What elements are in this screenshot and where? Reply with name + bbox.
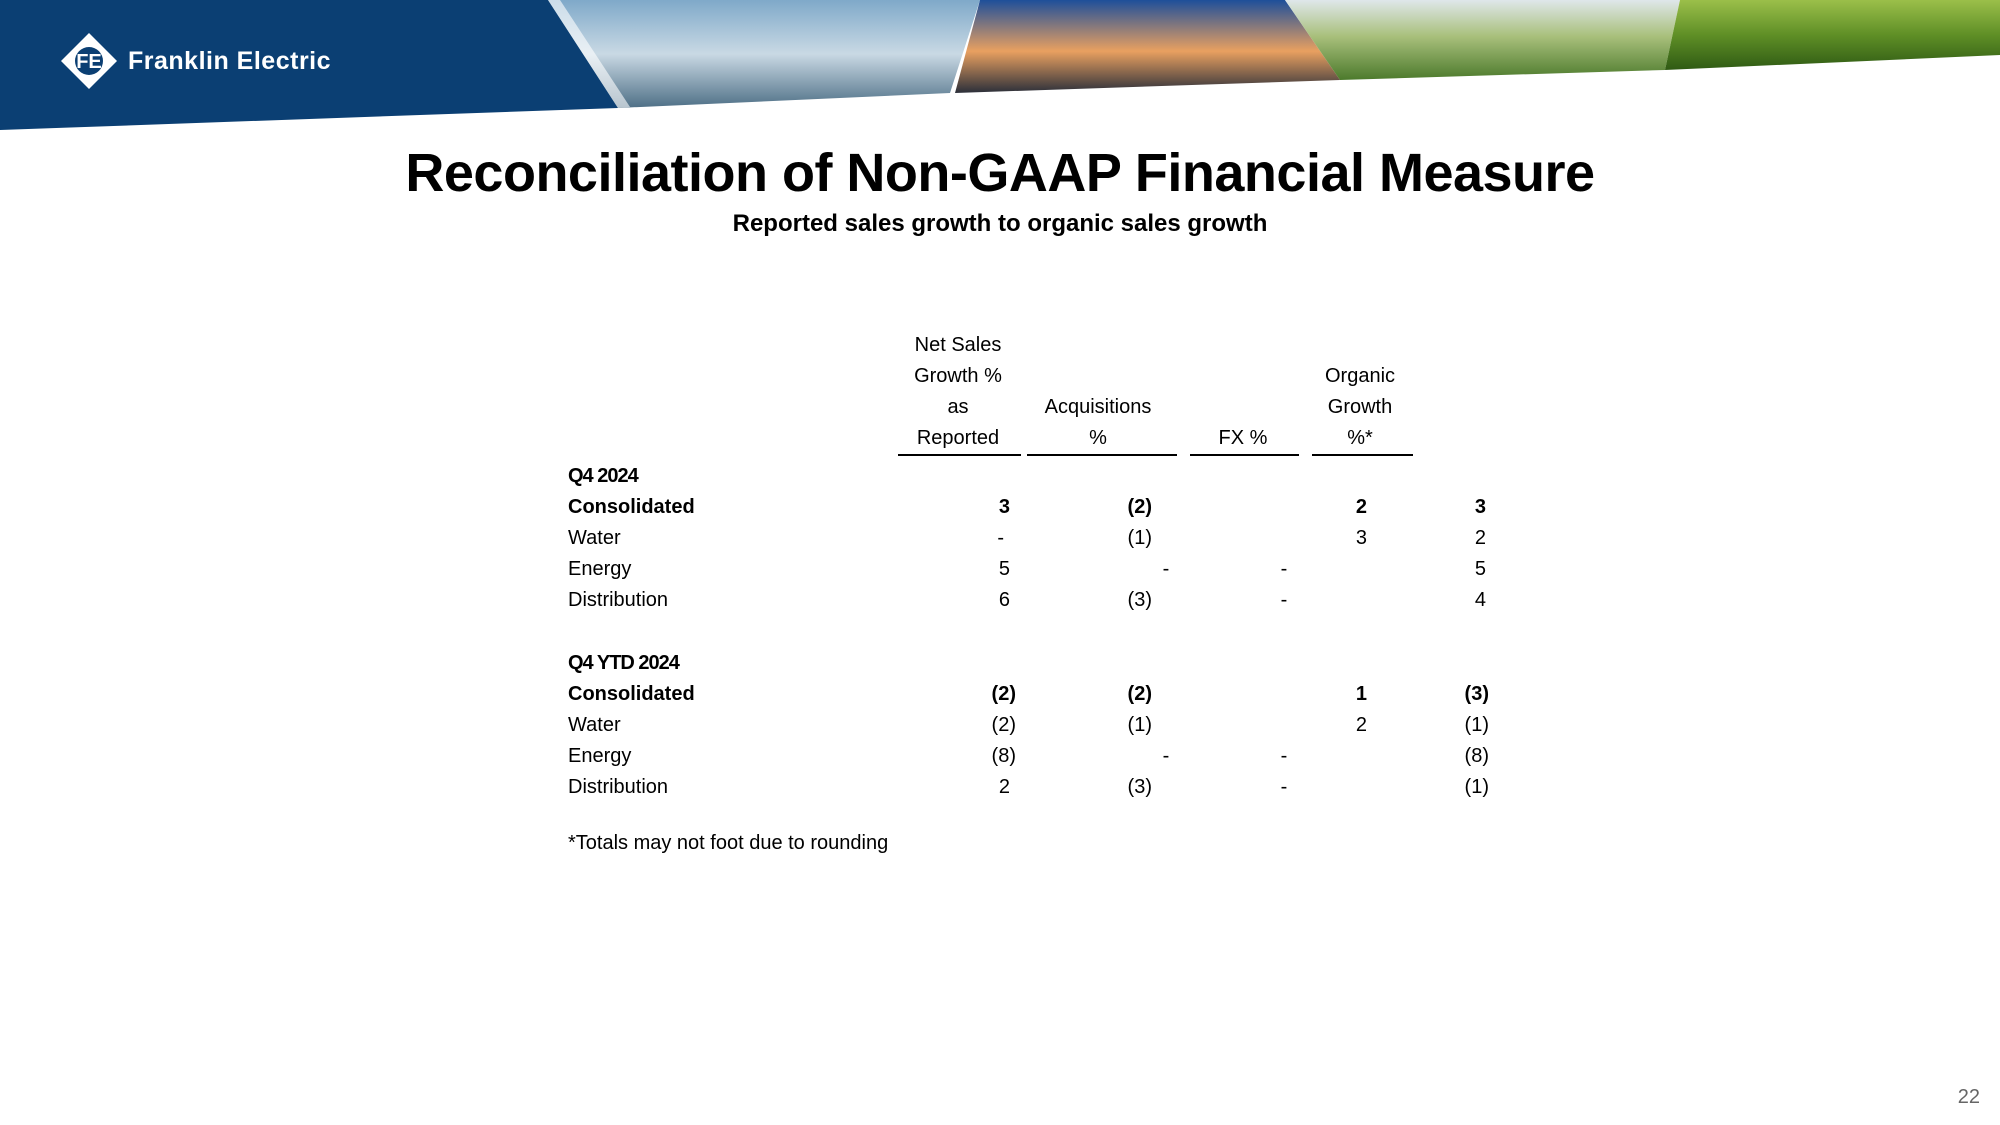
section-heading: Q4 2024: [568, 465, 638, 487]
page-title: Reconciliation of Non-GAAP Financial Measure: [405, 143, 1595, 203]
sprinkler-photo: [1665, 0, 2000, 70]
column-underline: [898, 454, 1021, 456]
table-row: Consolidated 3 (2) 2 3: [568, 496, 1486, 518]
table-row: Distribution 2 (3) - (1): [568, 776, 1489, 798]
table-row: Consolidated (2) (2) 1 (3): [568, 683, 1489, 705]
column-underline: [1312, 454, 1413, 456]
brand-logo: [60, 28, 331, 94]
svg-text:FE: FE: [76, 51, 102, 73]
page-subtitle: Reported sales growth to organic sales growth: [732, 210, 1268, 237]
footnote: *Totals may not foot due to rounding: [568, 832, 889, 854]
table-row: Energy 5 - - 5: [568, 558, 1486, 580]
page-number: 22: [1957, 1086, 1980, 1108]
column-header-acquisitions: Acquisitions %: [1044, 396, 1152, 449]
fuel-station-photo: [955, 0, 1340, 93]
table-row: Energy (8) - - (8): [568, 745, 1489, 767]
column-header-organic-growth: Organic Growth %*: [1324, 365, 1396, 449]
table-row: Distribution 6 (3) - 4: [568, 589, 1486, 611]
section-heading: Q4 YTD 2024: [568, 652, 679, 674]
column-header-fx: FX %: [1218, 427, 1268, 449]
table-row: Water - (1) 3 2: [568, 527, 1486, 549]
column-underline: [1190, 454, 1299, 456]
table-row: Water (2) (1) 2 (1): [568, 714, 1489, 736]
irrigation-field-photo: [1285, 0, 1680, 80]
brand-name: Franklin Electric: [128, 46, 332, 75]
column-header-net-sales: Net Sales Growth % as Reported: [914, 334, 1002, 449]
column-underline: [1027, 454, 1177, 456]
franklin-electric-logo-icon: [60, 32, 118, 90]
